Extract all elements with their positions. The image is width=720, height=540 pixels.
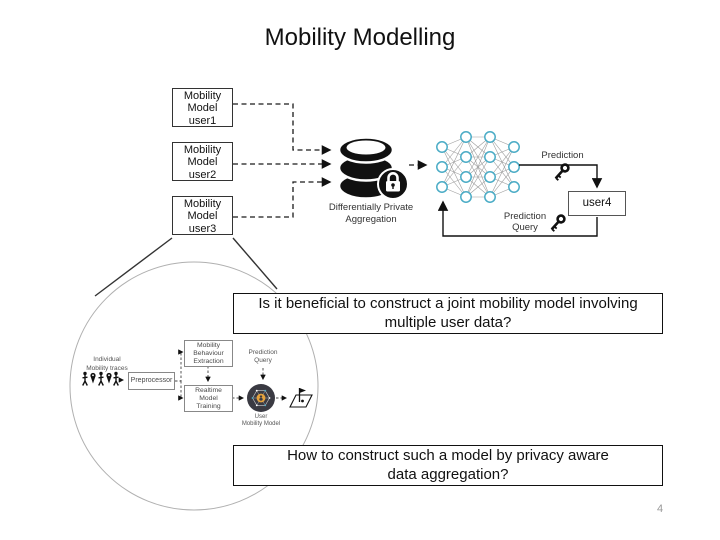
box-label: user1	[188, 114, 217, 127]
question-box-2	[233, 445, 663, 486]
box-label: Mobility	[183, 144, 222, 156]
box-label: Extraction	[193, 357, 224, 365]
aggregation-label-line: Differentially Private	[328, 202, 414, 213]
box-label: Mobility	[196, 342, 221, 349]
box-label: user2	[188, 168, 217, 181]
prediction-query-line: Query	[512, 222, 538, 233]
question-line: data aggregation?	[387, 465, 509, 483]
key-icon	[553, 163, 570, 180]
aggregation-label	[313, 202, 429, 226]
question-line: multiple user data?	[384, 313, 512, 331]
traces-label-line: Individual	[93, 356, 121, 363]
slide-title: Mobility Modelling	[264, 24, 456, 51]
neural-network-icon	[437, 132, 519, 202]
box-label: user3	[188, 222, 217, 235]
box-label: Behaviour	[193, 349, 224, 357]
page-number: 4	[656, 503, 664, 515]
prediction-label: Prediction	[541, 150, 584, 161]
label-line: Prediction	[248, 349, 278, 356]
model-training-box	[184, 385, 233, 412]
lock-icon	[378, 169, 408, 199]
box-label: Realtime	[195, 387, 222, 394]
user4-box: user4	[568, 191, 626, 216]
box-label: Mobility	[183, 198, 222, 210]
behaviour-extraction-box	[184, 340, 233, 367]
label-line: Mobility Model	[241, 421, 281, 427]
user-mobility-model-label	[236, 414, 286, 428]
prediction-query-line: Prediction	[503, 211, 547, 222]
box-label: Mobility	[183, 90, 222, 102]
traces-label-line: Mobility traces	[86, 364, 128, 372]
mobility-model-user3-box	[172, 196, 233, 235]
mobility-model-user2-box	[172, 142, 233, 181]
box-label: Model	[187, 156, 218, 169]
traces-label	[76, 356, 138, 373]
pipeline-prediction-query-label	[246, 349, 280, 364]
label-line: User	[254, 414, 268, 420]
mobility-model-user1-box	[172, 88, 233, 127]
prediction-query-label	[498, 211, 552, 233]
box-label: Model	[187, 210, 218, 223]
question-line: How to construct such a model by privacy aware	[287, 447, 609, 464]
question-box-1	[233, 293, 663, 334]
box-label: Training	[196, 402, 221, 410]
label-line: Query	[254, 356, 272, 364]
aggregation-label-line: Aggregation	[345, 214, 397, 225]
box-label: Model	[187, 102, 218, 115]
user-mobility-model-icon	[247, 384, 275, 412]
user-model-connectors	[233, 104, 426, 217]
question-line: Is it beneficial to construct a joint mobility model involving	[258, 295, 638, 312]
connector-user1	[233, 104, 330, 150]
box-label: Model	[199, 394, 218, 402]
preprocessor-box: Preprocessor	[128, 372, 175, 390]
